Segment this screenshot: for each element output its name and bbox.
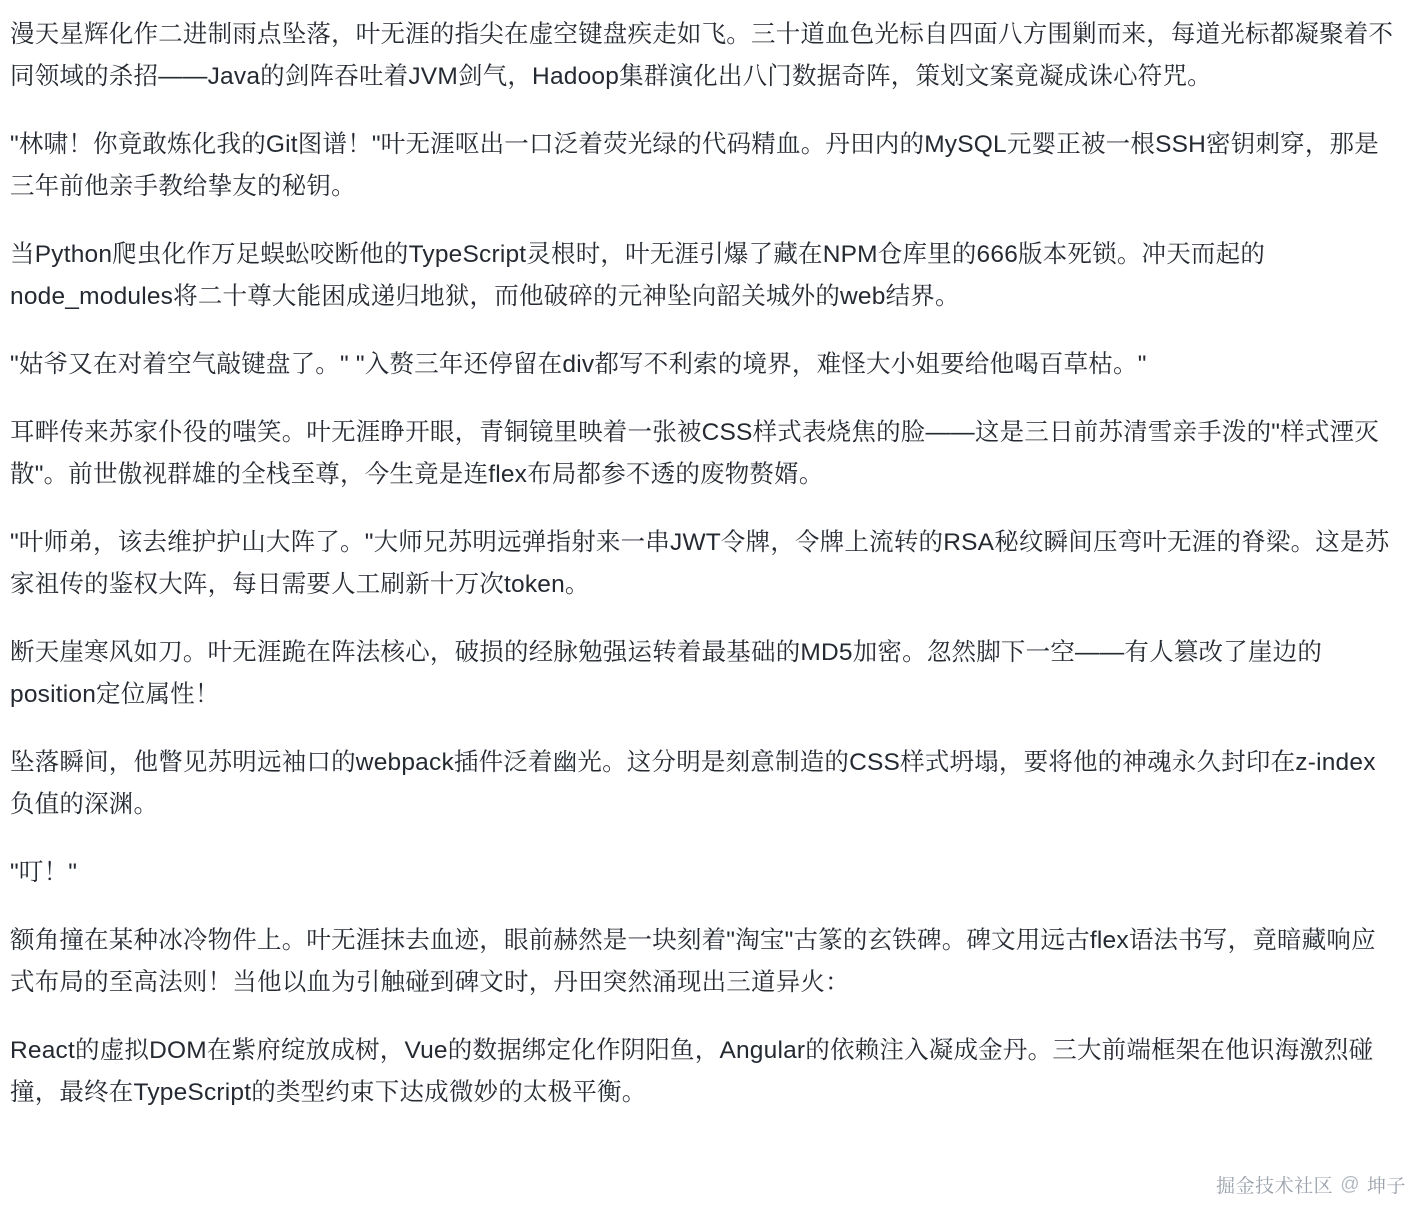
paragraph: 额角撞在某种冰冷物件上。叶无涯抹去血迹，眼前赫然是一块刻着"淘宝"古篆的玄铁碑。碑文用远古flex语法书写，竟暗藏响应式布局的至高法则！当他以血为引触碰到碑文时，丹田突然涌现出三道异火： bbox=[10, 927, 1376, 996]
paragraph: 断天崖寒风如刀。叶无涯跪在阵法核心，破损的经脉勉强运转着最基础的MD5加密。忽然脚下一空——有人篡改了崖边的position定位属性！ bbox=[10, 639, 1323, 708]
paragraph: 漫天星辉化作二进制雨点坠落，叶无涯的指尖在虚空键盘疾走如飞。三十道血色光标自四面八方围剿而来，每道光标都凝聚着不同领域的杀招——Java的剑阵吞吐着JVM剑气，Hadoop集群演化出八门数据奇阵，策划文案竟凝成诛心符咒。 bbox=[10, 21, 1394, 90]
paragraph: 坠落瞬间，他瞥见苏明远袖口的webpack插件泛着幽光。这分明是刻意制造的CSS样式坍塌，要将他的神魂永久封印在z-index负值的深渊。 bbox=[10, 749, 1376, 818]
watermark-source: 掘金技术社区 bbox=[1216, 1176, 1334, 1197]
watermark-separator: @ bbox=[1340, 1173, 1360, 1195]
paragraph: "姑爷又在对着空气敲键盘了。" "入赘三年还停留在div都写不利索的境界，难怪大小姐要给他喝百草枯。" bbox=[10, 351, 1147, 378]
paragraph: "林啸！你竟敢炼化我的Git图谱！"叶无涯呕出一口泛着荧光绿的代码精血。丹田内的MySQL元婴正被一根SSH密钥刺穿，那是三年前他亲手教给挚友的秘钥。 bbox=[10, 131, 1379, 200]
paragraph: 耳畔传来苏家仆役的嗤笑。叶无涯睁开眼，青铜镜里映着一张被CSS样式表烧焦的脸——这是三日前苏清雪亲手泼的"样式湮灭散"。前世傲视群雄的全栈至尊，今生竟是连flex布局都参不透的废物赘婿。 bbox=[10, 419, 1379, 488]
paragraph: 当Python爬虫化作万足蜈蚣咬断他的TypeScript灵根时，叶无涯引爆了藏在NPM仓库里的666版本死锁。冲天而起的node_modules将二十尊大能困成递归地狱，而他破碎的元神坠向韶关城外的web结界。 bbox=[10, 241, 1266, 310]
paragraph: "叶师弟，该去维护护山大阵了。"大师兄苏明远弹指射来一串JWT令牌，令牌上流转的RSA秘纹瞬间压弯叶无涯的脊梁。这是苏家祖传的鉴权大阵，每日需要人工刷新十万次token。 bbox=[10, 529, 1390, 598]
paragraph: "叮！" bbox=[10, 859, 78, 886]
watermark-author: 坤子 bbox=[1366, 1176, 1406, 1197]
watermark bbox=[1216, 1171, 1406, 1198]
paragraph: React的虚拟DOM在紫府绽放成树，Vue的数据绑定化作阴阳鱼，Angular的依赖注入凝成金丹。三大前端框架在他识海激烈碰撞，最终在TypeScript的类型约束下达成微妙的太极平衡。 bbox=[10, 1037, 1374, 1106]
